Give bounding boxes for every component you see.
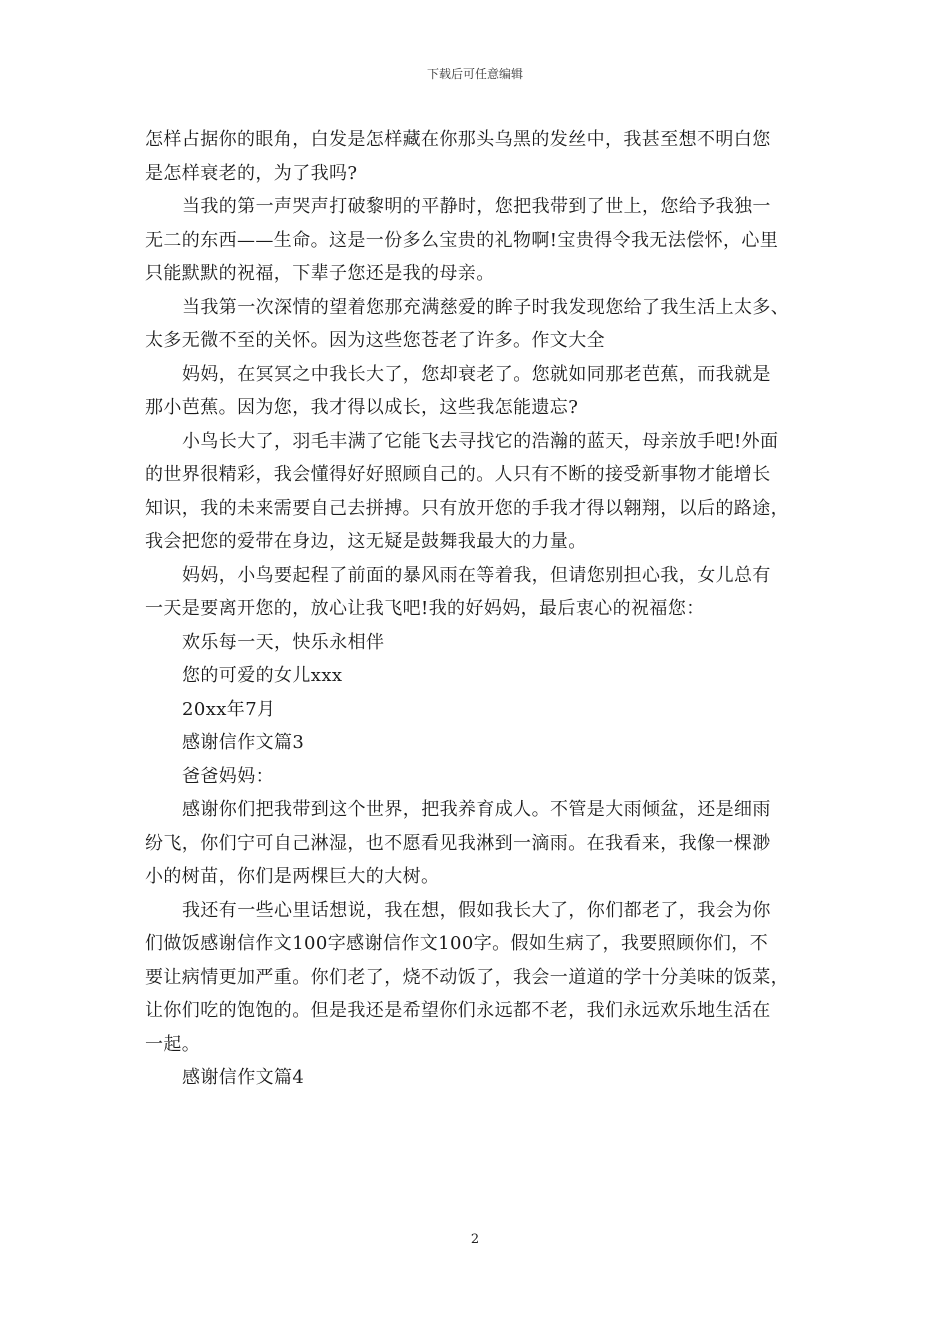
text-line: 一天是要离开您的，放心让我飞吧!我的好妈妈，最后衷心的祝福您： <box>145 598 705 619</box>
page-header: 下载后可任意编辑 <box>426 67 523 81</box>
text-line: 的世界很精彩，我会懂得好好照顾自己的。人只有不断的接受新事物才能增长 <box>145 464 771 485</box>
text-line: 20xx年7月 <box>182 698 276 720</box>
text-line: 让你们吃的饱饱的。但是我还是希望你们永远都不老，我们永远欢乐地生活在 <box>145 1000 771 1021</box>
text-line: 们做饭感谢信作文100字感谢信作文100字。假如生病了，我要照顾你们，不 <box>145 933 769 954</box>
text-line: 妈妈，小鸟要起程了前面的暴风雨在等着我，但请您别担心我，女儿总有 <box>182 564 771 586</box>
text-line: 纷飞，你们宁可自己淋湿，也不愿看见我淋到一滴雨。在我看来，我像一棵渺 <box>145 832 771 854</box>
text-line: 感谢信作文篇3 <box>182 732 305 753</box>
text-line: 小鸟长大了，羽毛丰满了它能飞去寻找它的浩瀚的蓝天，母亲放手吧!外面 <box>182 430 779 452</box>
text-line: 是怎样衰老的，为了我吗? <box>145 162 358 184</box>
text-line: 当我的第一声哭声打破黎明的平静时，您把我带到了世上，您给予我独一 <box>182 196 771 217</box>
text-line: 感谢信作文篇4 <box>182 1067 305 1088</box>
text-line: 我还有一些心里话想说，我在想，假如我长大了，你们都老了，我会为你 <box>182 899 771 921</box>
text-line: 要让病情更加严重。你们老了，烧不动饭了，我会一道道的学十分美味的饭菜， <box>145 966 789 988</box>
text-line: 太多无微不至的关怀。因为这些您苍老了许多。作文大全 <box>145 330 605 351</box>
text-line: 无二的东西——生命。这是一份多么宝贵的礼物啊!宝贵得令我无法偿怀，心里 <box>145 229 779 251</box>
text-line: 我会把您的爱带在身边，这无疑是鼓舞我最大的力量。 <box>145 531 587 552</box>
text-line: 怎样占据你的眼角，白发是怎样藏在你那头乌黑的发丝中，我甚至想不明白您 <box>145 129 771 150</box>
text-line: 那小芭蕉。因为您，我才得以成长，这些我怎能遗忘? <box>145 397 579 418</box>
page-number: 2 <box>470 1232 480 1247</box>
text-line: 一起。 <box>145 1033 201 1055</box>
text-line: 知识，我的未来需要自己去拼搏。只有放开您的手我才得以翱翔，以后的路途， <box>145 497 789 519</box>
document-body <box>145 123 813 1095</box>
text-line: 只能默默的祝福，下辈子您还是我的母亲。 <box>145 263 495 284</box>
text-line: 您的可爱的女儿xxx <box>182 665 343 686</box>
text-line: 欢乐每一天，快乐永相伴 <box>182 631 385 653</box>
text-line: 感谢你们把我带到这个世界，把我养育成人。不管是大雨倾盆，还是细雨 <box>182 799 771 820</box>
text-line: 爸爸妈妈： <box>182 765 274 787</box>
text-line: 当我第一次深情的望着您那充满慈爱的眸子时我发现您给了我生活上太多、 <box>182 296 790 318</box>
text-line: 小的树苗，你们是两棵巨大的大树。 <box>145 866 440 887</box>
text-line: 妈妈，在冥冥之中我长大了，您却衰老了。您就如同那老芭蕉，而我就是 <box>182 363 771 385</box>
